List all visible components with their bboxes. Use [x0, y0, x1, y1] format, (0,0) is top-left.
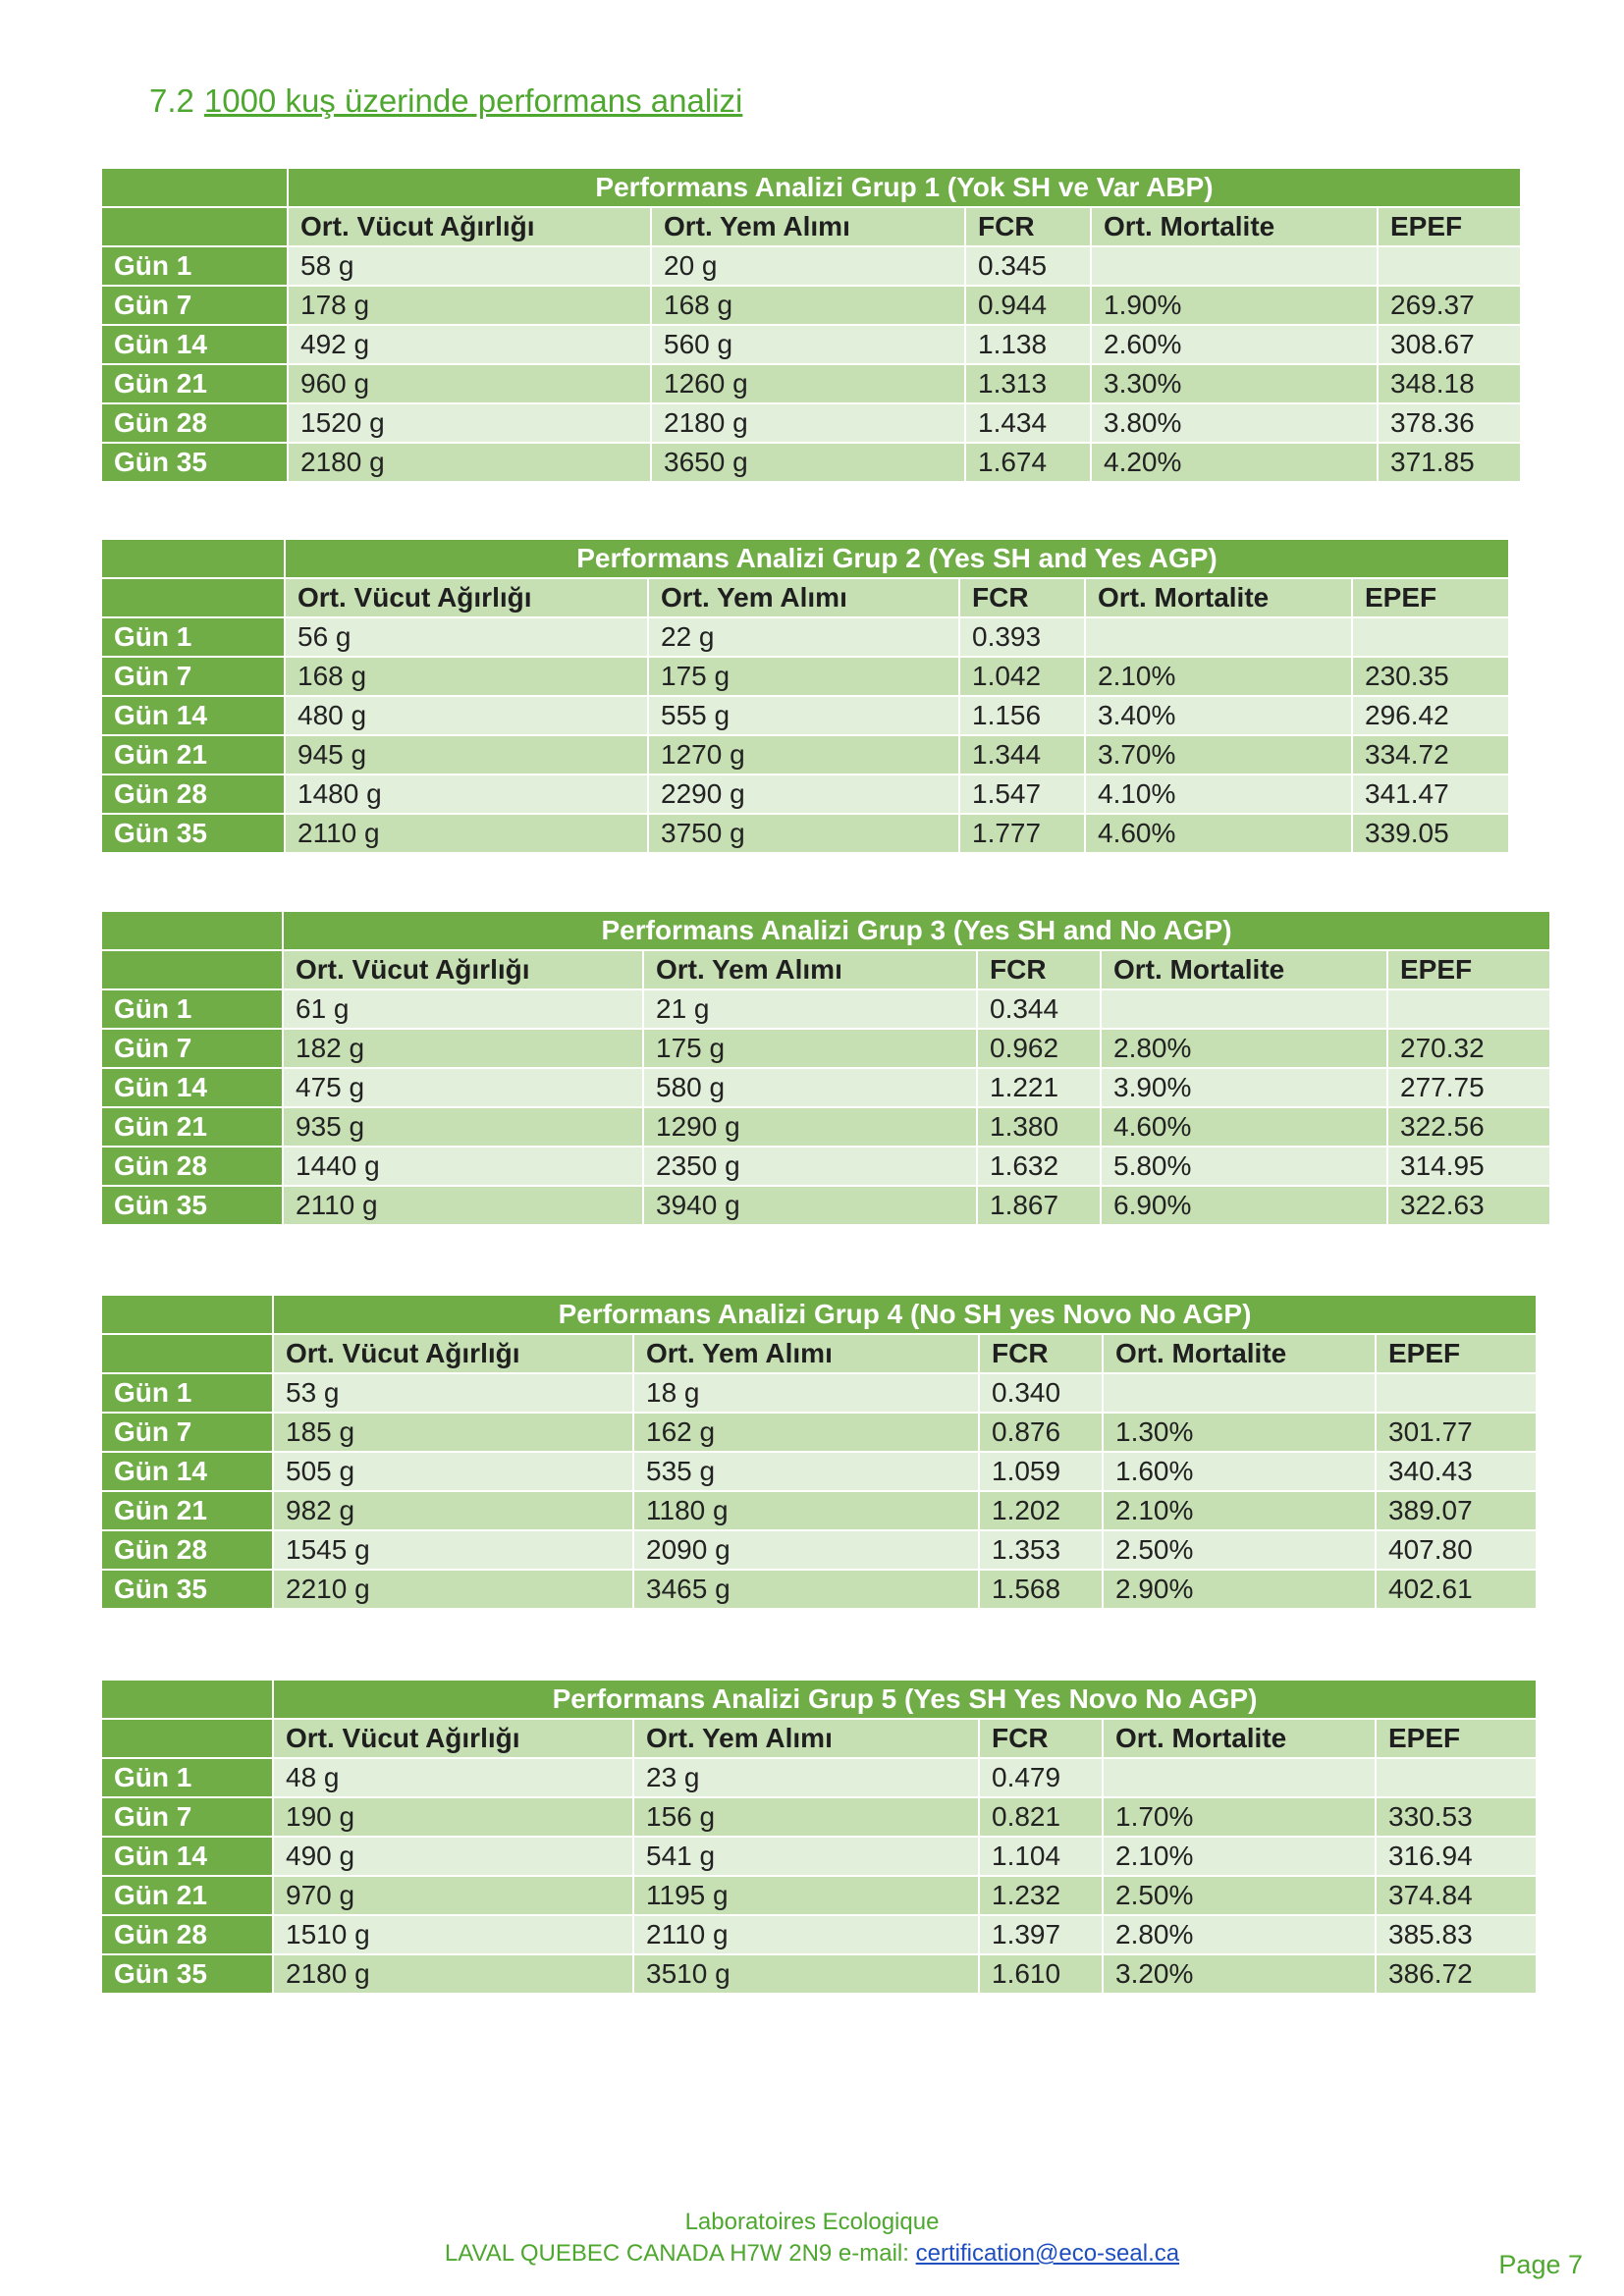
table-cell: 560 g [651, 325, 965, 364]
table-cell: 535 g [633, 1452, 979, 1491]
row-label: Gün 1 [101, 1373, 273, 1413]
footer-email-link[interactable]: certification@eco-seal.ca [915, 2240, 1180, 2267]
table-cell: 0.344 [977, 989, 1101, 1029]
column-header: FCR [979, 1334, 1103, 1373]
corner-cell [101, 1719, 273, 1758]
table-cell [1376, 1758, 1537, 1797]
column-header: FCR [965, 207, 1091, 246]
table-cell: 505 g [273, 1452, 633, 1491]
table-cell: 1510 g [273, 1915, 633, 1954]
row-label: Gün 35 [101, 814, 285, 853]
table-row [101, 1570, 1537, 1609]
table-row [101, 1530, 1537, 1570]
table-cell: 2350 g [643, 1147, 977, 1186]
table-cell: 1.221 [977, 1068, 1101, 1107]
table-cell: 316.94 [1376, 1837, 1537, 1876]
table-cell: 371.85 [1378, 443, 1521, 482]
corner-cell [101, 207, 288, 246]
row-label: Gün 1 [101, 617, 285, 657]
row-label: Gün 28 [101, 1915, 273, 1954]
footer-address-line [0, 2240, 1624, 2268]
table-cell: 385.83 [1376, 1915, 1537, 1954]
table-row [101, 1797, 1537, 1837]
table-cell: 2.90% [1103, 1570, 1376, 1609]
column-header: Ort. Yem Alımı [643, 950, 977, 989]
performance-table-group-5 [100, 1679, 1538, 1995]
column-header: FCR [977, 950, 1101, 989]
row-label: Gün 1 [101, 246, 288, 286]
column-header: EPEF [1376, 1719, 1537, 1758]
row-label: Gün 35 [101, 1954, 273, 1994]
row-label: Gün 14 [101, 1068, 283, 1107]
performance-table-group-4 [100, 1294, 1538, 1610]
table-cell [1091, 246, 1378, 286]
table-cell: 270.32 [1387, 1029, 1550, 1068]
table-row [101, 246, 1521, 286]
table-cell: 1440 g [283, 1147, 643, 1186]
table-cell [1103, 1373, 1376, 1413]
table-row [101, 325, 1521, 364]
table-row [101, 1186, 1550, 1225]
row-label: Gün 28 [101, 403, 288, 443]
table-cell [1378, 246, 1521, 286]
table-cell: 277.75 [1387, 1068, 1550, 1107]
table-cell: 168 g [285, 657, 648, 696]
table-cell: 182 g [283, 1029, 643, 1068]
row-label: Gün 21 [101, 1107, 283, 1147]
row-label: Gün 28 [101, 1530, 273, 1570]
corner-cell [101, 950, 283, 989]
table-cell: 1.70% [1103, 1797, 1376, 1837]
table-cell: 475 g [283, 1068, 643, 1107]
table-cell: 2180 g [288, 443, 651, 482]
table-cell: 2.50% [1103, 1876, 1376, 1915]
row-label: Gün 1 [101, 1758, 273, 1797]
table-cell: 178 g [288, 286, 651, 325]
table-cell: 1.313 [965, 364, 1091, 403]
corner-cell [101, 1295, 273, 1334]
table-cell: 3.40% [1085, 696, 1352, 735]
column-header: Ort. Mortalite [1103, 1719, 1376, 1758]
table-row [101, 657, 1509, 696]
column-header: Ort. Vücut Ağırlığı [288, 207, 651, 246]
table-cell: 2.10% [1103, 1491, 1376, 1530]
table-cell: 541 g [633, 1837, 979, 1876]
column-header: Ort. Mortalite [1085, 578, 1352, 617]
table-title: Performans Analizi Grup 1 (Yok SH ve Var ABP) [288, 168, 1521, 207]
table-cell: 53 g [273, 1373, 633, 1413]
row-label: Gün 1 [101, 989, 283, 1029]
table-cell: 3465 g [633, 1570, 979, 1609]
table-cell: 2.50% [1103, 1530, 1376, 1570]
table-row [101, 1068, 1550, 1107]
table-cell: 389.07 [1376, 1491, 1537, 1530]
table-cell: 1545 g [273, 1530, 633, 1570]
table-cell: 296.42 [1352, 696, 1509, 735]
corner-cell [101, 1334, 273, 1373]
table-title: Performans Analizi Grup 3 (Yes SH and No AGP) [283, 911, 1550, 950]
table-cell: 945 g [285, 735, 648, 774]
table-cell [1352, 617, 1509, 657]
table-cell: 1.547 [959, 774, 1085, 814]
table-cell [1101, 989, 1387, 1029]
table-row [101, 1107, 1550, 1147]
table-cell: 1290 g [643, 1107, 977, 1147]
table-cell: 48 g [273, 1758, 633, 1797]
table-cell: 56 g [285, 617, 648, 657]
performance-table-group-2 [100, 538, 1510, 854]
table-cell: 1.568 [979, 1570, 1103, 1609]
table-cell: 0.340 [979, 1373, 1103, 1413]
table-title: Performans Analizi Grup 4 (No SH yes Novo No AGP) [273, 1295, 1537, 1334]
table-cell: 2110 g [633, 1915, 979, 1954]
column-header: Ort. Mortalite [1091, 207, 1378, 246]
table-cell: 1.202 [979, 1491, 1103, 1530]
table-cell: 1.344 [959, 735, 1085, 774]
column-header: Ort. Vücut Ağırlığı [273, 1334, 633, 1373]
corner-cell [101, 168, 288, 207]
table-cell: 0.479 [979, 1758, 1103, 1797]
table-cell: 21 g [643, 989, 977, 1029]
row-label: Gün 28 [101, 774, 285, 814]
table-cell: 1.353 [979, 1530, 1103, 1570]
table-cell [1103, 1758, 1376, 1797]
row-label: Gün 14 [101, 696, 285, 735]
table-cell: 18 g [633, 1373, 979, 1413]
table-cell: 3750 g [648, 814, 959, 853]
corner-cell [101, 1680, 273, 1719]
table-cell: 334.72 [1352, 735, 1509, 774]
table-cell: 0.821 [979, 1797, 1103, 1837]
table-cell: 2290 g [648, 774, 959, 814]
column-header: Ort. Vücut Ağırlığı [285, 578, 648, 617]
table-cell: 1.156 [959, 696, 1085, 735]
table-cell: 3.20% [1103, 1954, 1376, 1994]
table-cell: 301.77 [1376, 1413, 1537, 1452]
table-cell: 0.345 [965, 246, 1091, 286]
table-cell: 1.632 [977, 1147, 1101, 1186]
table-cell: 2110 g [285, 814, 648, 853]
table-row [101, 1147, 1550, 1186]
table-row [101, 1452, 1537, 1491]
table-cell: 1.104 [979, 1837, 1103, 1876]
table-cell: 2180 g [273, 1954, 633, 1994]
table-cell: 0.876 [979, 1413, 1103, 1452]
table-cell: 2.80% [1103, 1915, 1376, 1954]
column-header: EPEF [1352, 578, 1509, 617]
table-cell: 1480 g [285, 774, 648, 814]
column-header: Ort. Mortalite [1103, 1334, 1376, 1373]
table-cell: 1.397 [979, 1915, 1103, 1954]
column-header: Ort. Yem Alımı [651, 207, 965, 246]
table-cell: 1.30% [1103, 1413, 1376, 1452]
table-cell: 378.36 [1378, 403, 1521, 443]
table-cell: 1.867 [977, 1186, 1101, 1225]
table-cell: 3940 g [643, 1186, 977, 1225]
performance-table-group-3 [100, 910, 1551, 1226]
table-cell: 269.37 [1378, 286, 1521, 325]
table-cell: 4.10% [1085, 774, 1352, 814]
table-cell: 1180 g [633, 1491, 979, 1530]
table-cell: 2090 g [633, 1530, 979, 1570]
table-cell: 2.60% [1091, 325, 1378, 364]
row-label: Gün 7 [101, 1029, 283, 1068]
table-cell: 555 g [648, 696, 959, 735]
column-header: FCR [959, 578, 1085, 617]
table-cell: 6.90% [1101, 1186, 1387, 1225]
table-cell: 58 g [288, 246, 651, 286]
table-cell: 0.944 [965, 286, 1091, 325]
table-title: Performans Analizi Grup 2 (Yes SH and Yes AGP) [285, 539, 1509, 578]
table-cell: 314.95 [1387, 1147, 1550, 1186]
row-label: Gün 21 [101, 1491, 273, 1530]
table-cell: 322.63 [1387, 1186, 1550, 1225]
table-cell: 4.60% [1101, 1107, 1387, 1147]
table-cell: 5.80% [1101, 1147, 1387, 1186]
table-cell: 190 g [273, 1797, 633, 1837]
table-cell: 3.30% [1091, 364, 1378, 403]
table-cell: 61 g [283, 989, 643, 1029]
table-cell: 386.72 [1376, 1954, 1537, 1994]
row-label: Gün 7 [101, 286, 288, 325]
table-cell: 1195 g [633, 1876, 979, 1915]
row-label: Gün 14 [101, 1452, 273, 1491]
row-label: Gün 21 [101, 364, 288, 403]
table-cell: 1270 g [648, 735, 959, 774]
table-cell: 3.90% [1101, 1068, 1387, 1107]
table-cell: 339.05 [1352, 814, 1509, 853]
row-label: Gün 14 [101, 325, 288, 364]
section-number: 7.2 [149, 82, 194, 119]
row-label: Gün 35 [101, 443, 288, 482]
table-row [101, 403, 1521, 443]
table-cell: 480 g [285, 696, 648, 735]
table-row [101, 1876, 1537, 1915]
table-cell: 2180 g [651, 403, 965, 443]
footer-org: Laboratoires Ecologique [684, 2209, 940, 2235]
column-header: EPEF [1387, 950, 1550, 989]
table-cell: 308.67 [1378, 325, 1521, 364]
table-cell: 982 g [273, 1491, 633, 1530]
table-cell: 4.60% [1085, 814, 1352, 853]
table-row [101, 1029, 1550, 1068]
table-cell: 1260 g [651, 364, 965, 403]
table-cell: 1.434 [965, 403, 1091, 443]
column-header: EPEF [1376, 1334, 1537, 1373]
table-cell [1387, 989, 1550, 1029]
corner-cell [101, 539, 285, 578]
table-row [101, 1758, 1537, 1797]
table-cell: 2110 g [283, 1186, 643, 1225]
table-cell: 22 g [648, 617, 959, 657]
table-cell: 330.53 [1376, 1797, 1537, 1837]
table-cell: 402.61 [1376, 1570, 1537, 1609]
table-cell: 970 g [273, 1876, 633, 1915]
table-row [101, 696, 1509, 735]
table-cell: 3.70% [1085, 735, 1352, 774]
table-row [101, 1915, 1537, 1954]
table-row [101, 443, 1521, 482]
corner-cell [101, 911, 283, 950]
column-header: Ort. Vücut Ağırlığı [273, 1719, 633, 1758]
table-row [101, 1954, 1537, 1994]
table-row [101, 735, 1509, 774]
column-header: Ort. Vücut Ağırlığı [283, 950, 643, 989]
table-cell: 1.90% [1091, 286, 1378, 325]
table-cell [1376, 1373, 1537, 1413]
table-cell: 1.059 [979, 1452, 1103, 1491]
row-label: Gün 14 [101, 1837, 273, 1876]
section-title: 1000 kuş üzerinde performans analizi [203, 82, 743, 119]
column-header: Ort. Yem Alımı [633, 1334, 979, 1373]
table-cell [1085, 617, 1352, 657]
table-row [101, 286, 1521, 325]
table-cell: 322.56 [1387, 1107, 1550, 1147]
table-cell: 341.47 [1352, 774, 1509, 814]
table-cell: 20 g [651, 246, 965, 286]
table-cell: 185 g [273, 1413, 633, 1452]
footer-address: LAVAL QUEBEC CANADA H7W 2N9 e-mail: [444, 2240, 916, 2267]
table-cell: 407.80 [1376, 1530, 1537, 1570]
table-cell: 348.18 [1378, 364, 1521, 403]
section-heading [149, 82, 742, 120]
table-row [101, 364, 1521, 403]
page-number: Page 7 [1498, 2250, 1583, 2279]
table-cell: 492 g [288, 325, 651, 364]
row-label: Gün 35 [101, 1186, 283, 1225]
table-cell: 0.393 [959, 617, 1085, 657]
table-cell: 1.138 [965, 325, 1091, 364]
table-cell: 1.380 [977, 1107, 1101, 1147]
table-cell: 2210 g [273, 1570, 633, 1609]
corner-cell [101, 578, 285, 617]
table-cell: 1.042 [959, 657, 1085, 696]
table-cell: 3.80% [1091, 403, 1378, 443]
table-cell: 374.84 [1376, 1876, 1537, 1915]
table-row [101, 1491, 1537, 1530]
table-row [101, 814, 1509, 853]
table-cell: 175 g [643, 1029, 977, 1068]
column-header: Ort. Yem Alımı [648, 578, 959, 617]
table-cell: 230.35 [1352, 657, 1509, 696]
table-cell: 2.10% [1103, 1837, 1376, 1876]
table-cell: 4.20% [1091, 443, 1378, 482]
table-cell: 162 g [633, 1413, 979, 1452]
row-label: Gün 21 [101, 735, 285, 774]
table-cell: 3510 g [633, 1954, 979, 1994]
row-label: Gün 7 [101, 1797, 273, 1837]
table-cell: 580 g [643, 1068, 977, 1107]
table-cell: 175 g [648, 657, 959, 696]
table-cell: 2.10% [1085, 657, 1352, 696]
table-cell: 2.80% [1101, 1029, 1387, 1068]
column-header: FCR [979, 1719, 1103, 1758]
table-row [101, 1373, 1537, 1413]
column-header: Ort. Yem Alımı [633, 1719, 979, 1758]
table-cell: 156 g [633, 1797, 979, 1837]
table-cell: 1.232 [979, 1876, 1103, 1915]
table-cell: 1.674 [965, 443, 1091, 482]
row-label: Gün 7 [101, 1413, 273, 1452]
table-row [101, 774, 1509, 814]
table-row [101, 989, 1550, 1029]
table-cell: 1.60% [1103, 1452, 1376, 1491]
row-label: Gün 28 [101, 1147, 283, 1186]
table-cell: 960 g [288, 364, 651, 403]
performance-table-group-1 [100, 167, 1522, 483]
table-title: Performans Analizi Grup 5 (Yes SH Yes Novo No AGP) [273, 1680, 1537, 1719]
table-cell: 23 g [633, 1758, 979, 1797]
table-cell: 1.610 [979, 1954, 1103, 1994]
table-row [101, 617, 1509, 657]
table-row [101, 1413, 1537, 1452]
row-label: Gün 35 [101, 1570, 273, 1609]
table-row [101, 1837, 1537, 1876]
table-cell: 340.43 [1376, 1452, 1537, 1491]
table-cell: 168 g [651, 286, 965, 325]
column-header: Ort. Mortalite [1101, 950, 1387, 989]
table-cell: 0.962 [977, 1029, 1101, 1068]
table-cell: 3650 g [651, 443, 965, 482]
row-label: Gün 7 [101, 657, 285, 696]
table-cell: 490 g [273, 1837, 633, 1876]
table-cell: 1.777 [959, 814, 1085, 853]
column-header: EPEF [1378, 207, 1521, 246]
row-label: Gün 21 [101, 1876, 273, 1915]
table-cell: 935 g [283, 1107, 643, 1147]
table-cell: 1520 g [288, 403, 651, 443]
